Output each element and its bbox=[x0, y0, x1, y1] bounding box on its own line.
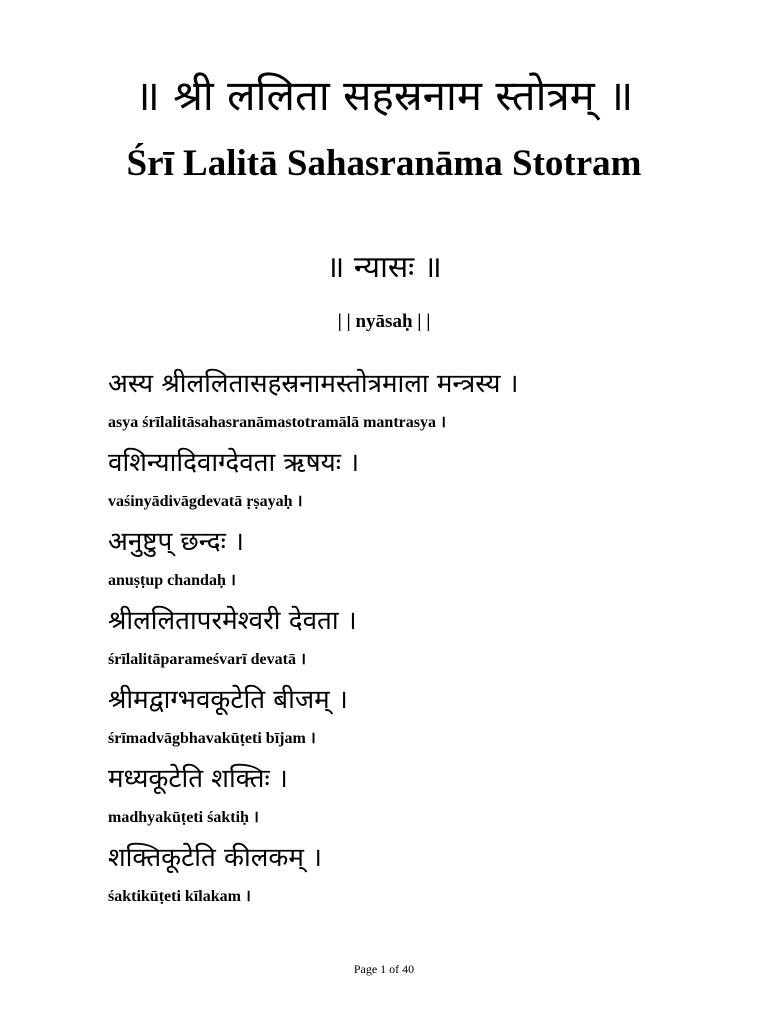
verse-line bbox=[108, 836, 748, 915]
verse-line bbox=[108, 520, 748, 599]
page-title-transliteration: Śrī Lalitā Sahasranāma Stotram bbox=[126, 143, 642, 184]
section-heading-transliteration: | | nyāsaḥ | | bbox=[337, 311, 431, 332]
verse-line-devanagari: मध्यकूटेति शक्तिः । bbox=[108, 764, 288, 794]
verse-line-transliteration: madhyakūṭeti śaktiḥ । bbox=[108, 809, 259, 826]
verse-line bbox=[108, 441, 748, 520]
section-heading-devanagari: ॥ न्यासः ॥ bbox=[326, 250, 442, 285]
page-number: Page 1 of 40 bbox=[353, 962, 415, 976]
verse-line-devanagari: वशिन्यादिवाग्देवता ऋषयः । bbox=[108, 448, 360, 478]
verse-line-transliteration: asya śrīlalitāsahasranāmastotramālā mantrasya । bbox=[108, 414, 447, 431]
page-title-devanagari: ॥ श्री ललिता सहस्रनाम स्तोत्रम् ॥ bbox=[134, 71, 634, 120]
verse-line-transliteration: śrīmadvāgbhavakūṭeti bījam । bbox=[108, 730, 316, 747]
verse-block bbox=[108, 362, 748, 915]
verse-line bbox=[108, 757, 748, 836]
verse-line-devanagari: श्रीललितापरमेश्वरी देवता । bbox=[108, 606, 357, 636]
verse-line-transliteration: śrīlalitāparameśvarī devatā । bbox=[108, 651, 307, 668]
verse-line bbox=[108, 678, 748, 757]
verse-line-transliteration: anuṣṭup chandaḥ । bbox=[108, 572, 236, 589]
verse-line-transliteration: vaśinyādivāgdevatā ṛṣayaḥ । bbox=[108, 493, 303, 510]
verse-line-devanagari: श्रीमद्वाग्भवकूटेति बीजम् । bbox=[108, 685, 348, 715]
verse-line-devanagari: शक्तिकूटेति कीलकम् । bbox=[108, 843, 323, 873]
verse-line-transliteration: śaktikūṭeti kīlakam । bbox=[108, 888, 251, 905]
verse-line-devanagari: अस्य श्रीललितासहस्रनामस्तोत्रमाला मन्त्रस्य । bbox=[108, 369, 519, 399]
verse-line-devanagari: अनुष्टुप् छन्दः । bbox=[108, 527, 244, 557]
verse-line bbox=[108, 599, 748, 678]
verse-line bbox=[108, 362, 748, 441]
